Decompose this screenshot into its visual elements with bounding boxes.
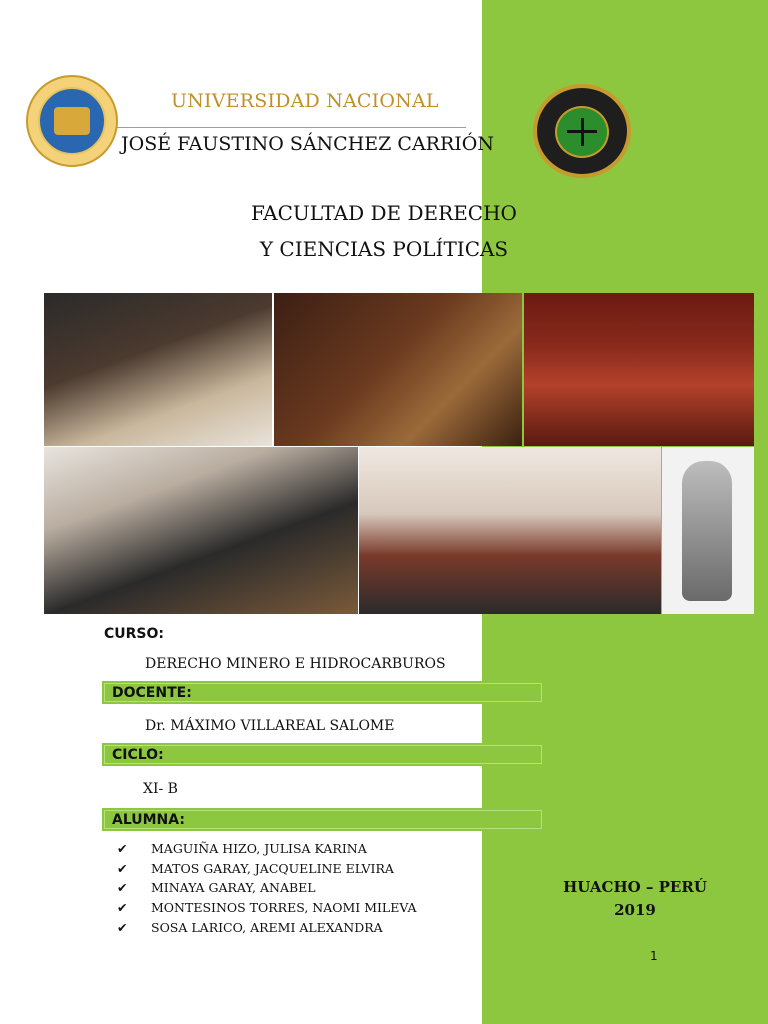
course-value: DERECHO MINERO E HIDROCARBUROS bbox=[145, 656, 446, 672]
cycle-value: XI- B bbox=[143, 781, 178, 797]
photo-congress-hall bbox=[524, 293, 754, 446]
course-label: CURSO: bbox=[104, 626, 165, 642]
list-item: ✔ MINAYA GARAY, ANABEL bbox=[117, 880, 316, 895]
photo-hearing-session bbox=[359, 447, 661, 614]
photo-signing-ceremony bbox=[44, 447, 358, 614]
students-label-bar bbox=[102, 808, 544, 831]
check-icon: ✔ bbox=[117, 920, 128, 935]
photo-gavel-books bbox=[274, 293, 522, 446]
title-divider bbox=[116, 127, 466, 128]
university-seal-icon bbox=[26, 75, 118, 167]
faculty-name-line1: FACULTAD DE DERECHO bbox=[251, 201, 517, 225]
university-name-line1: UNIVERSIDAD NACIONAL bbox=[171, 90, 439, 112]
check-icon: ✔ bbox=[117, 841, 128, 856]
teacher-label-bar bbox=[102, 681, 544, 704]
students-label: ALUMNA: bbox=[112, 812, 185, 828]
year-text: 2019 bbox=[614, 901, 656, 919]
list-item: ✔ MAGUIÑA HIZO, JULISA KARINA bbox=[117, 841, 367, 856]
faculty-seal-icon bbox=[533, 84, 631, 178]
teacher-value: Dr. MÁXIMO VILLAREAL SALOME bbox=[145, 718, 395, 734]
check-icon: ✔ bbox=[117, 900, 128, 915]
university-name-line2: JOSÉ FAUSTINO SÁNCHEZ CARRIÓN bbox=[121, 133, 494, 155]
check-icon: ✔ bbox=[117, 861, 128, 876]
check-icon: ✔ bbox=[117, 880, 128, 895]
place-text: HUACHO – PERÚ bbox=[563, 878, 707, 896]
list-item: ✔ MATOS GARAY, JACQUELINE ELVIRA bbox=[117, 861, 394, 876]
photo-lawyer-writing bbox=[44, 293, 272, 446]
list-item: ✔ MONTESINOS TORRES, NAOMI MILEVA bbox=[117, 900, 417, 915]
page-number: 1 bbox=[650, 949, 658, 963]
teacher-label: DOCENTE: bbox=[112, 685, 192, 701]
photo-lady-justice bbox=[662, 447, 754, 614]
cycle-label-bar bbox=[102, 743, 544, 766]
list-item: ✔ SOSA LARICO, AREMI ALEXANDRA bbox=[117, 920, 383, 935]
cycle-label: CICLO: bbox=[112, 747, 164, 763]
faculty-name-line2: Y CIENCIAS POLÍTICAS bbox=[259, 237, 509, 261]
